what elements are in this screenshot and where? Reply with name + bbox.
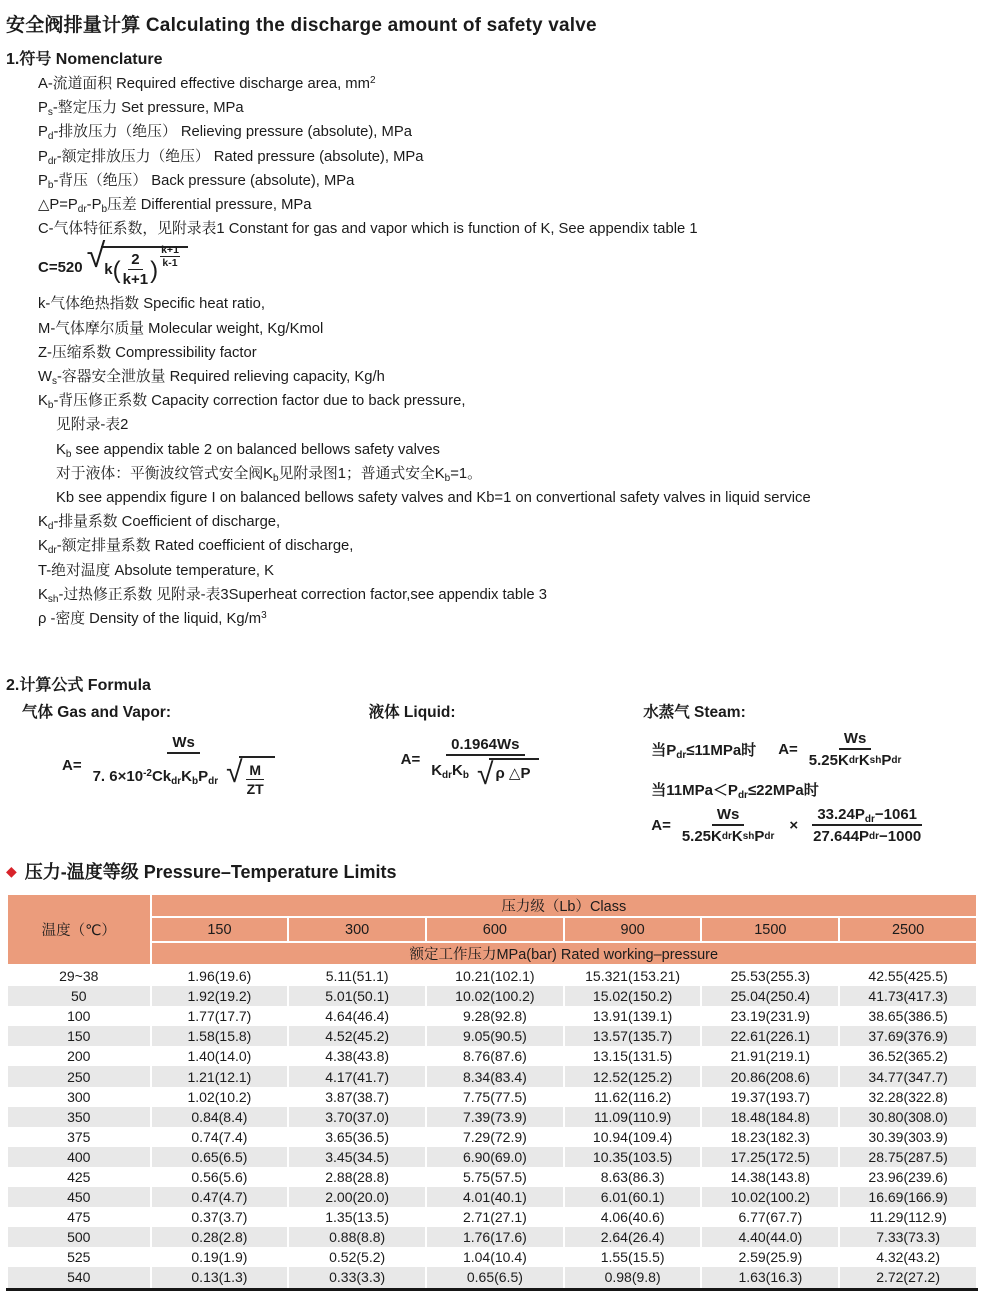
steam-formula-2 xyxy=(651,806,994,845)
gas-formula-block xyxy=(6,700,367,845)
nomenclature-item: M-气体摩尔质量 Molecular weight, Kg/Kmol xyxy=(38,320,324,337)
pressure-cell: 11.62(116.2) xyxy=(564,1087,702,1107)
nomenclature-item: $P_s-$整定压力 Set pressure, MPa xyxy=(38,100,244,119)
gas-denominator-text: 7. $6\times 10^{-2}Ck_{dr}K_bP_{dr}$ xyxy=(92,768,219,787)
pressure-cell: 36.52(365.2) xyxy=(839,1046,977,1066)
temperature-cell: 50 xyxy=(7,986,151,1006)
pressure-cell: 16.69(166.9) xyxy=(839,1187,977,1207)
pressure-cell: 22.61(226.1) xyxy=(701,1026,839,1046)
steam-condition-1: 当$P_{dr}\le 11MPa$时 xyxy=(651,742,757,761)
nomenclature-item: k-气体绝热指数 Specific heat ratio, xyxy=(38,296,265,313)
pressure-cell: 0.74(7.4) xyxy=(151,1127,289,1147)
temperature-cell: 540 xyxy=(7,1267,151,1289)
pressure-cell: 23.96(239.6) xyxy=(839,1167,977,1187)
pressure-cell: 8.63(86.3) xyxy=(564,1167,702,1187)
pressure-cell: 28.75(287.5) xyxy=(839,1147,977,1167)
gas-lhs: A= xyxy=(62,757,82,774)
nomenclature-section xyxy=(6,46,992,631)
pressure-cell: 4.32(43.2) xyxy=(839,1247,977,1267)
table-row xyxy=(7,1107,977,1127)
pressure-cell: 0.13(1.3) xyxy=(151,1267,289,1289)
pressure-cell: 18.48(184.8) xyxy=(701,1107,839,1127)
class-1500-header: 1500 xyxy=(701,917,839,942)
pressure-temperature-table xyxy=(6,893,978,1291)
pressure-cell: 4.52(45.2) xyxy=(288,1026,426,1046)
steam-numerator-2b: $33.24P_{dr}-1061$ xyxy=(812,806,922,826)
class-150-header: 150 xyxy=(151,917,289,942)
pressure-cell: 6.77(67.7) xyxy=(701,1207,839,1227)
pressure-cell: 2.64(26.4) xyxy=(564,1227,702,1247)
pressure-cell: 1.21(12.1) xyxy=(151,1066,289,1086)
steam-fraction-2b xyxy=(808,806,926,845)
pressure-cell: 11.09(110.9) xyxy=(564,1107,702,1127)
pressure-cell: 38.65(386.5) xyxy=(839,1006,977,1026)
steam-condition-2: 当$11MPa<P_{dr}\le 22MPa$时 xyxy=(651,782,819,801)
nomenclature-item: T-绝对温度 Absolute temperature, K xyxy=(38,562,275,579)
pressure-cell: 10.21(102.1) xyxy=(426,965,564,986)
pressure-cell: 30.80(308.0) xyxy=(839,1107,977,1127)
nomenclature-item: Z-压缩系数 Compressibility factor xyxy=(38,344,257,361)
temperature-cell: 525 xyxy=(7,1247,151,1267)
nomenclature-heading: 1.符号 Nomenclature xyxy=(6,51,163,68)
pressure-cell: 1.04(10.4) xyxy=(426,1247,564,1267)
pressure-cell: 10.94(109.4) xyxy=(564,1127,702,1147)
close-paren: ) xyxy=(150,256,159,284)
pt-section-title: 压力-温度等级 Pressure–Temperature Limits xyxy=(24,862,397,882)
steam-lhs-2: A= xyxy=(651,817,671,834)
pressure-cell: 1.55(15.5) xyxy=(564,1247,702,1267)
pressure-cell: 1.58(15.8) xyxy=(151,1026,289,1046)
pressure-cell: 14.38(143.8) xyxy=(701,1167,839,1187)
pressure-cell: 0.52(5.2) xyxy=(288,1247,426,1267)
pressure-cell: 18.23(182.3) xyxy=(701,1127,839,1147)
steam-denominator-2b: 27.644P dr −1000 xyxy=(813,828,922,845)
pressure-cell: 7.29(72.9) xyxy=(426,1127,564,1147)
pressure-cell: 3.70(37.0) xyxy=(288,1107,426,1127)
steam-lhs-1: A= xyxy=(778,741,798,758)
nomenclature-item: 见附录-表2 xyxy=(56,417,129,434)
steam-case1 xyxy=(651,730,994,769)
c-formula-exponent xyxy=(160,244,180,269)
fraction-denominator: k+1 xyxy=(122,271,149,289)
pressure-cell: 2.72(27.2) xyxy=(839,1267,977,1289)
nomenclature-item: $K_d-$排量系数 Coefficient of discharge, xyxy=(38,514,281,533)
steam-fraction-2a xyxy=(677,806,780,845)
pressure-cell: 1.77(17.7) xyxy=(151,1006,289,1026)
pressure-cell: 23.19(231.9) xyxy=(701,1006,839,1026)
steam-denominator-2a: 5.25K dr K sh P dr xyxy=(681,828,775,845)
pressure-cell: 8.76(87.6) xyxy=(426,1046,564,1066)
temperature-cell: 450 xyxy=(7,1187,151,1207)
pressure-cell: 1.63(16.3) xyxy=(701,1267,839,1289)
temperature-cell: 400 xyxy=(7,1147,151,1167)
nomenclature-item: ρ -密度 Density of the liquid, $Kg/m^3$ xyxy=(38,610,267,628)
pressure-cell: 2.71(27.1) xyxy=(426,1207,564,1227)
liquid-label: 液体 Liquid: xyxy=(368,704,456,721)
radical-sign-icon: √ xyxy=(226,756,243,789)
gas-sqrt-arg xyxy=(239,756,275,797)
nomenclature-item: $\triangle P=P_{dr}-P_b$压差 Differential pressure, MPa xyxy=(38,197,312,216)
table-row xyxy=(7,1026,977,1046)
formulas-section xyxy=(6,672,994,845)
pressure-cell: 4.38(43.8) xyxy=(288,1046,426,1066)
pressure-cell: 2.00(20.0) xyxy=(288,1187,426,1207)
temperature-cell: 375 xyxy=(7,1127,151,1147)
pressure-cell: 6.90(69.0) xyxy=(426,1147,564,1167)
temperature-cell: 200 xyxy=(7,1046,151,1066)
pressure-cell: 20.86(208.6) xyxy=(701,1066,839,1086)
table-row xyxy=(7,1247,977,1267)
table-row xyxy=(7,1006,977,1026)
nomenclature-list-top xyxy=(6,72,992,241)
pressure-cell: 0.47(4.7) xyxy=(151,1187,289,1207)
pressure-cell: 0.65(6.5) xyxy=(151,1147,289,1167)
pressure-cell: 4.64(46.4) xyxy=(288,1006,426,1026)
pressure-cell: 4.01(40.1) xyxy=(426,1187,564,1207)
pressure-cell: 8.34(83.4) xyxy=(426,1066,564,1086)
c-constant-formula xyxy=(38,237,992,289)
temperature-cell: 29~38 xyxy=(7,965,151,986)
pressure-cell: 4.40(44.0) xyxy=(701,1227,839,1247)
pressure-cell: 1.02(10.2) xyxy=(151,1087,289,1107)
pressure-cell: 4.17(41.7) xyxy=(288,1066,426,1086)
pressure-cell: 6.01(60.1) xyxy=(564,1187,702,1207)
exponent-denominator: k-1 xyxy=(162,257,178,270)
liquid-denominator-text: $K_{dr}K_b$ xyxy=(431,762,469,782)
temperature-cell: 500 xyxy=(7,1227,151,1247)
pressure-cell: 5.75(57.5) xyxy=(426,1167,564,1187)
table-row xyxy=(7,1046,977,1066)
nomenclature-item: $P_b-$背压（绝压） Back pressure (absolute), MPa xyxy=(38,172,355,191)
pressure-cell: 9.05(90.5) xyxy=(426,1026,564,1046)
nomenclature-item: $W_s-$容器安全泄放量 Required relieving capacity, Kg/h xyxy=(38,369,385,388)
pressure-cell: 11.29(112.9) xyxy=(839,1207,977,1227)
diamond-bullet-icon: ◆ xyxy=(6,862,17,879)
pressure-cell: 3.45(34.5) xyxy=(288,1147,426,1167)
table-row xyxy=(7,986,977,1006)
pressure-cell: 5.11(51.1) xyxy=(288,965,426,986)
gas-fraction xyxy=(88,734,280,797)
pressure-cell: 34.77(347.7) xyxy=(839,1066,977,1086)
pressure-cell: 7.39(73.9) xyxy=(426,1107,564,1127)
sqrt-fraction-denominator: ZT xyxy=(246,781,264,797)
pressure-cell: 25.04(250.4) xyxy=(701,986,839,1006)
gas-formula xyxy=(62,734,367,797)
c-formula-k: k xyxy=(104,261,113,279)
liquid-numerator: 0.1964Ws xyxy=(446,736,524,756)
liquid-lhs: A= xyxy=(400,751,421,769)
pressure-cell: 41.73(417.3) xyxy=(839,986,977,1006)
pressure-cell: 4.06(40.6) xyxy=(564,1207,702,1227)
liquid-sqrt-arg: ρ △P xyxy=(489,758,539,782)
page-title: 安全阀排量计算 Calculating the discharge amount of safety valve xyxy=(6,15,597,36)
pressure-cell: 0.98(9.8) xyxy=(564,1267,702,1289)
table-row xyxy=(7,1187,977,1207)
pressure-cell: 21.91(219.1) xyxy=(701,1046,839,1066)
temperature-cell: 150 xyxy=(7,1026,151,1046)
nomenclature-item: $K_{sh}-$过热修正系数 见附录-表3Superheat correction factor,see appendix table 3 xyxy=(38,586,547,605)
pressure-cell: 3.65(36.5) xyxy=(288,1127,426,1147)
pressure-cell: 12.52(125.2) xyxy=(564,1066,702,1086)
table-row xyxy=(7,1267,977,1289)
steam-denominator-1: 5.25K dr K sh P dr xyxy=(808,752,902,769)
exponent-numerator: k+1 xyxy=(161,244,179,257)
nomenclature-item: $K_b$ see appendix table 2 on balanced bellows safety valves xyxy=(56,441,440,460)
table-row xyxy=(7,1147,977,1167)
nomenclature-item: $P_{dr}-$额定排放压力（绝压） Rated pressure (absolute), MPa xyxy=(38,148,424,167)
gas-numerator: Ws xyxy=(167,734,200,754)
temperature-cell: 300 xyxy=(7,1087,151,1107)
pressure-temperature-section xyxy=(6,858,994,1291)
pressure-cell: 0.88(8.8) xyxy=(288,1227,426,1247)
open-paren: ( xyxy=(112,256,121,284)
table-row xyxy=(7,1127,977,1147)
pressure-cell: 3.87(38.7) xyxy=(288,1087,426,1107)
pressure-cell: 1.40(14.0) xyxy=(151,1046,289,1066)
pressure-cell: 0.37(3.7) xyxy=(151,1207,289,1227)
pressure-cell: 0.33(3.3) xyxy=(288,1267,426,1289)
table-row xyxy=(7,1207,977,1227)
temperature-cell: 475 xyxy=(7,1207,151,1227)
pressure-cell: 13.15(131.5) xyxy=(564,1046,702,1066)
table-row xyxy=(7,965,977,986)
nomenclature-item: Kb see appendix figure I on balanced bellows safety valves and Kb=1 on convertional safety valves in liquid service xyxy=(56,490,811,507)
pressure-cell: 0.19(1.9) xyxy=(151,1247,289,1267)
pressure-cell: 32.28(322.8) xyxy=(839,1087,977,1107)
gas-sqrt xyxy=(226,756,275,797)
class-2500-header: 2500 xyxy=(839,917,977,942)
fraction-numerator: 2 xyxy=(128,251,142,270)
liquid-sqrt xyxy=(477,758,539,791)
steam-formula-1 xyxy=(778,730,906,769)
temperature-cell: 250 xyxy=(7,1066,151,1086)
liquid-formula-block xyxy=(367,700,644,845)
pressure-cell: 1.76(17.6) xyxy=(426,1227,564,1247)
table-row xyxy=(7,1227,977,1247)
liquid-fraction xyxy=(426,736,544,791)
temperature-cell: 425 xyxy=(7,1167,151,1187)
pressure-cell: 10.02(100.2) xyxy=(701,1187,839,1207)
multiply-sign: × xyxy=(789,817,799,834)
nomenclature-item: $K_{dr}-$额定排量系数 Rated coefficient of discharge, xyxy=(38,538,354,557)
temperature-cell: 100 xyxy=(7,1006,151,1026)
nomenclature-item: C-气体特征系数，见附录表1 Constant for gas and vapor which is function of K, See appendix table 1 xyxy=(38,221,698,238)
radical-sign-icon: √ xyxy=(86,237,106,276)
sqrt-fraction-numerator: M xyxy=(246,762,264,780)
pressure-cell: 1.96(19.6) xyxy=(151,965,289,986)
nomenclature-item: A-流道面积 Required effective discharge area, $mm^2$ xyxy=(38,75,376,92)
nomenclature-item: 对于液体：平衡波纹管式安全阀$K_b$见附录图1；普通式安全$K_b=1$。 xyxy=(56,465,482,484)
pressure-cell: 15.321(153.21) xyxy=(564,965,702,986)
gas-sqrt-fraction xyxy=(245,762,266,797)
pressure-cell: 13.91(139.1) xyxy=(564,1006,702,1026)
steam-fraction-1 xyxy=(804,730,907,769)
pressure-cell: 1.35(13.5) xyxy=(288,1207,426,1227)
pressure-cell: 0.56(5.6) xyxy=(151,1167,289,1187)
radical-sign-icon: √ xyxy=(477,758,494,791)
c-formula-lead: C=520 xyxy=(38,258,83,276)
temperature-cell: 350 xyxy=(7,1107,151,1127)
pressure-cell: 10.35(103.5) xyxy=(564,1147,702,1167)
pressure-cell: 7.75(77.5) xyxy=(426,1087,564,1107)
pressure-cell: 30.39(303.9) xyxy=(839,1127,977,1147)
pressure-cell: 2.88(28.8) xyxy=(288,1167,426,1187)
gas-denominator xyxy=(88,754,280,797)
pressure-cell: 5.01(50.1) xyxy=(288,986,426,1006)
pressure-cell: 10.02(100.2) xyxy=(426,986,564,1006)
pressure-cell: 13.57(135.7) xyxy=(564,1026,702,1046)
rated-working-pressure-header: 额定工作压力MPa(bar) Rated working–pressure xyxy=(151,942,977,965)
steam-numerator-1: Ws xyxy=(839,730,872,750)
nomenclature-list-bottom xyxy=(6,292,992,631)
steam-formula-block xyxy=(643,700,994,845)
pressure-cell: 7.33(73.3) xyxy=(839,1227,977,1247)
class-300-header: 300 xyxy=(288,917,426,942)
table-row xyxy=(7,1167,977,1187)
pressure-cell: 1.92(19.2) xyxy=(151,986,289,1006)
liquid-formula xyxy=(400,736,644,791)
class-header: 压力级（Lb）Class xyxy=(151,894,977,917)
table-row xyxy=(7,1087,977,1107)
pressure-cell: 0.84(8.4) xyxy=(151,1107,289,1127)
liquid-denominator xyxy=(426,756,544,791)
pt-section-heading xyxy=(6,858,994,884)
temperature-column-header: 温度（℃） xyxy=(7,894,151,965)
pressure-cell: 37.69(376.9) xyxy=(839,1026,977,1046)
pressure-cell: 15.02(150.2) xyxy=(564,986,702,1006)
formulas-heading: 2.计算公式 Formula xyxy=(6,677,151,694)
pt-table-body xyxy=(7,965,977,1289)
pressure-cell: 2.59(25.9) xyxy=(701,1247,839,1267)
pressure-cell: 0.28(2.8) xyxy=(151,1227,289,1247)
pressure-cell: 42.55(425.5) xyxy=(839,965,977,986)
gas-label: 气体 Gas and Vapor: xyxy=(22,704,172,721)
pressure-cell: 25.53(255.3) xyxy=(701,965,839,986)
table-row xyxy=(7,1066,977,1086)
nomenclature-item: $P_d-$排放压力（绝压） Relieving pressure (absolute), MPa xyxy=(38,124,412,143)
steam-numerator-2a: Ws xyxy=(712,806,745,826)
class-900-header: 900 xyxy=(564,917,702,942)
c-formula-fraction xyxy=(121,251,150,288)
steam-label: 水蒸气 Steam: xyxy=(643,704,746,721)
pressure-cell: 19.37(193.7) xyxy=(701,1087,839,1107)
formula-row xyxy=(6,700,994,845)
pressure-cell: 17.25(172.5) xyxy=(701,1147,839,1167)
nomenclature-item: $K_b-$背压修正系数 Capacity correction factor due to back pressure, xyxy=(38,393,466,412)
c-formula-radicand xyxy=(101,246,188,288)
pressure-cell: 0.65(6.5) xyxy=(426,1267,564,1289)
class-600-header: 600 xyxy=(426,917,564,942)
pressure-cell: 9.28(92.8) xyxy=(426,1006,564,1026)
